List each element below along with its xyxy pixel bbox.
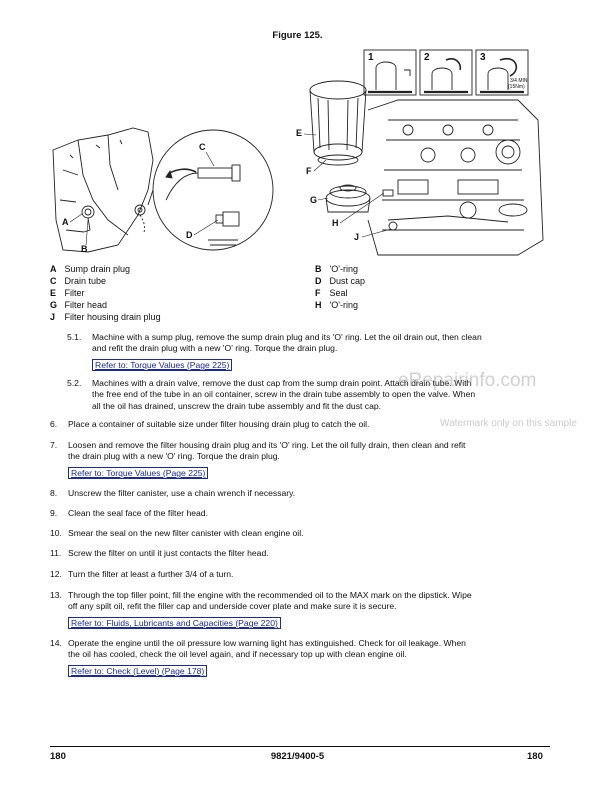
step-5-2-number: 5.2. [67, 378, 82, 388]
step-13-text: Through the top filler point, fill the engine with the recommended oil to the MAX mark on the dipstick. Wipe off any spilt oil, refit the filler cap and underside cover plate and make sure it is secure. [68, 590, 472, 612]
link-torque-values[interactable]: Refer to: Torque Values (Page 225) [92, 359, 232, 371]
step-8-text: Unscrew the filter canister, use a chain wrench if necessary. [68, 488, 296, 498]
legend-left [50, 263, 290, 323]
footer-rule [50, 746, 550, 747]
callout-f: F [306, 166, 312, 176]
figure-illustration [48, 40, 548, 260]
step-10-number: 10. [50, 528, 62, 538]
callout-e: E [296, 128, 303, 138]
step-14-number: 14. [50, 638, 62, 648]
watermark-note: Watermark only on this sample [440, 418, 577, 429]
torque-label-2: (15Nm) [508, 84, 525, 90]
step-6-number: 6. [50, 419, 58, 429]
step-8-number: 8. [50, 488, 58, 498]
legend-item: C Drain tube [50, 276, 107, 286]
callout-c: C [199, 142, 206, 152]
callout-j: J [354, 232, 360, 242]
figure-title: Figure 125. [272, 30, 323, 41]
link-fluids-lubricants[interactable]: Refer to: Fluids, Lubricants and Capacities (Page 220) [68, 617, 281, 629]
callout-g: G [310, 195, 318, 205]
callout-a: A [62, 217, 69, 227]
torque-label-1: 3/4 MIN [510, 78, 528, 84]
step-14-text: Operate the engine until the oil pressure low warning light has extinguished. Check for oil leakage. When the oil has cooled, check the oil level again, and if necessary top up with clean engine oil. [68, 638, 466, 660]
footer-doc-number: 9821/9400-5 [270, 751, 325, 762]
link-check-level[interactable]: Refer to: Check (Level) (Page 178) [68, 665, 207, 677]
step-9-number: 9. [50, 508, 58, 518]
legend-item: D Dust cap [315, 276, 366, 286]
legend-right [315, 263, 535, 311]
watermark: eRepairinfo.com [398, 370, 537, 391]
filter-drawing [310, 81, 543, 255]
callout-h: H [332, 218, 339, 228]
step-icon-2-label: 2 [424, 52, 430, 63]
link-torque-values[interactable]: Refer to: Torque Values (Page 225) [68, 467, 208, 479]
legend-item: E Filter [50, 288, 85, 298]
callout-b: B [81, 244, 88, 254]
step-7-text: Loosen and remove the filter housing drain plug and its 'O' ring. Let the oil fully drain, then clean and refit the drain plug with a new 'O' ring. Torque the drain plug. [68, 440, 466, 462]
footer-page-left: 180 [50, 751, 66, 762]
step-icon-1-label: 1 [368, 52, 374, 63]
footer-page-right: 180 [527, 751, 543, 762]
legend-item: A Sump drain plug [50, 264, 131, 274]
legend-item: H 'O'-ring [315, 300, 358, 310]
step-icons [364, 50, 528, 95]
legend-item: J Filter housing drain plug [50, 312, 161, 322]
step-11-number: 11. [50, 548, 62, 558]
drain-tube-zoom [148, 130, 273, 250]
sump-drawing [53, 128, 153, 252]
legend-item: F Seal [315, 288, 348, 298]
step-5-1-text: Machine with a sump plug, remove the sump drain plug and its 'O' ring. Let the oil drain out, then clean and refit the drain plug with a new 'O' ring. Torque the drain plug. [92, 332, 482, 354]
step-10-text: Smear the seal on the new filter canister with clean engine oil. [68, 528, 304, 538]
step-5-1-number: 5.1. [67, 332, 82, 342]
step-12-number: 12. [50, 569, 62, 579]
step-icon-3-label: 3 [480, 52, 486, 63]
step-6-text: Place a container of suitable size under filter housing drain plug to catch the oil. [68, 419, 370, 429]
step-12-text: Turn the filter at least a further 3/4 of a turn. [68, 569, 234, 579]
step-5-2-text: Machines with a drain valve, remove the dust cap from the sump drain point. Attach drain tube. With the free end of the tube in an oil container, screw in the drain tube assembly to open the valve. When all the oil has drained, unscrew the drain tube assembly and fit the dust cap. [92, 378, 476, 411]
legend-item: G Filter head [50, 300, 108, 310]
step-11-text: Screw the filter on until it just contacts the filter head. [68, 548, 269, 558]
callout-d: D [186, 230, 193, 240]
step-9-text: Clean the seal face of the filter head. [68, 508, 208, 518]
legend-item: B 'O'-ring [315, 264, 358, 274]
step-7-number: 7. [50, 440, 58, 450]
step-13-number: 13. [50, 590, 62, 600]
